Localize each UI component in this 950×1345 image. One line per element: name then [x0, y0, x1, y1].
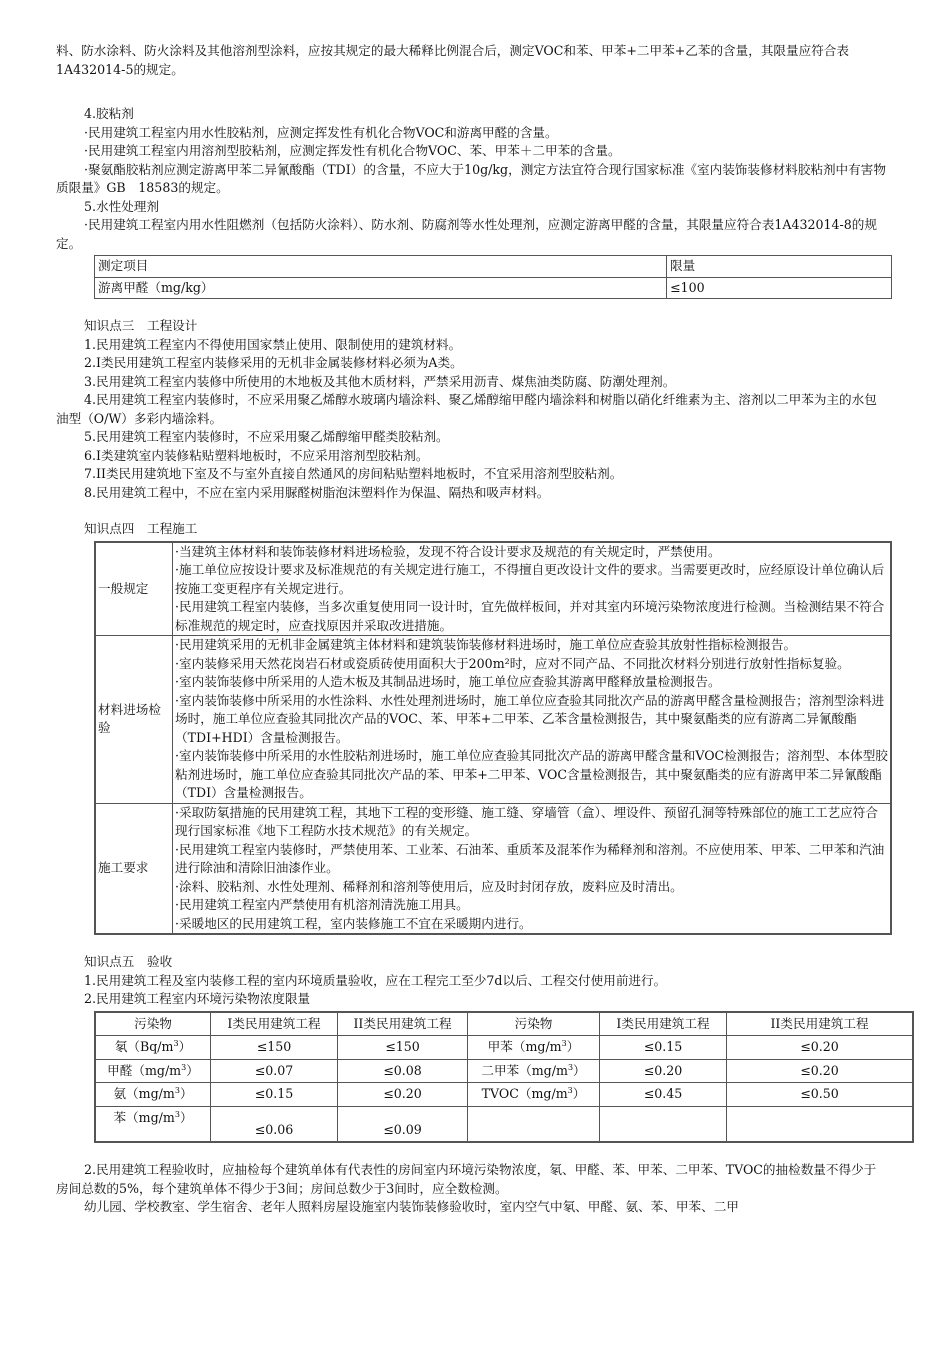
adhesive-item: ·聚氨酯胶粘剂应测定游离甲苯二异氰酸酯（TDI）的含量，不应大于10g/kg，测定方法宜符合现行国家标准《室内装饰装修材料胶粘剂中有害物质限量》GB 18583的规定。 — [56, 161, 886, 195]
table-cell: ≤0.20 — [727, 1059, 914, 1083]
table-row — [95, 1036, 913, 1060]
table-cell: ≤0.20 — [338, 1083, 468, 1107]
table-cell: ≤0.45 — [600, 1083, 727, 1107]
table-row — [95, 803, 891, 934]
table-cell: ≤0.20 — [727, 1036, 914, 1060]
table-row — [95, 1106, 913, 1142]
table-row — [95, 1059, 913, 1083]
row-label: 材料进场检验 — [95, 636, 173, 804]
row-label: 一般规定 — [95, 542, 173, 636]
adhesive-item: ·民用建筑工程室内用水性胶粘剂，应测定挥发性有机化合物VOC和游离甲醛的含量。 — [84, 124, 558, 140]
list-item: 1.民用建筑工程室内不得使用国家禁止使用、限制使用的建筑材料。 — [84, 336, 462, 352]
list-item: ·施工单位应按设计要求及标准规范的有关规定进行施工，不得擅自更改设计文件的要求。当需要更改时，应经原设计单位确认后按施工变更程序有关规定进行。 — [175, 562, 885, 596]
table-cell: 游离甲醛（mg/kg） — [95, 277, 667, 299]
list-item: ·民用建筑采用的无机非金属建筑主体材料和建筑装饰装修材料进场时，施工单位应查验其放射性指标检测报告。 — [175, 637, 797, 652]
list-item: ·采暖地区的民用建筑工程，室内装修施工不宜在采暖期内进行。 — [175, 915, 532, 931]
table-header-cell: 污染物 — [95, 1012, 211, 1036]
table-row — [95, 1083, 913, 1107]
pollutant-cell: 苯$(mg/m^3)$ — [95, 1106, 211, 1142]
list-item: ·采取防氡措施的民用建筑工程，其地下工程的变形缝、施工缝、穿墙管（盒）、埋设件、预留孔洞等特殊部位的施工工艺应符合现行国家标准《地下工程防水技术规范》的有关规定。 — [175, 804, 878, 838]
adhesive-heading: 4.胶粘剂 — [84, 106, 134, 121]
list-item: ·室内装饰装修中所采用的水性胶粘剂进场时，施工单位应查验其同批次产品的游离甲醛含量和VOC检测报告；溶剂型、本体型胶粘剂进场时，施工单位应查验其同批次产品的苯、甲苯+二甲苯、VOC含量检测报告，其中聚氨酯类的应有游离甲苯二异氰酸酯（TDI）含量检测报告。 — [175, 748, 888, 800]
table-cell — [173, 636, 892, 804]
table-header-cell: 限量 — [667, 256, 892, 278]
acceptance-paragraph: 幼儿园、学校教室、学生宿舍、老年人照料房屋设施室内装饰装修验收时，室内空气中氡、甲醛、氨、苯、甲苯、二甲 — [84, 1199, 739, 1214]
treatment-text: ·民用建筑工程室内用水性阻燃剂（包括防火涂料）、防水剂、防腐剂等水性处理剂，应测定游离甲醛的含量，其限量应符合表1A432014-8的规定。 — [56, 217, 877, 251]
table-header-cell: I类民用建筑工程 — [211, 1012, 338, 1036]
list-item: ·民用建筑工程室内严禁使用有机溶剂清洗施工用具。 — [175, 897, 469, 912]
table-header-cell: II类民用建筑工程 — [338, 1012, 468, 1036]
table-cell: ≤150 — [211, 1036, 338, 1060]
list-item: 3.民用建筑工程室内装修中所使用的木地板及其他木质材料，严禁采用沥青、煤焦油类防腐、防潮处理剂。 — [84, 373, 676, 389]
pollutant-cell: 二甲苯$(mg/m^3)$ — [468, 1059, 600, 1083]
table-row — [95, 636, 891, 804]
list-item: ·室内装饰装修中所采用的水性涂料、水性处理剂进场时，施工单位应查验其同批次产品的游离甲醛含量检测报告；溶剂型涂料进场时，施工单位应查验其同批次产品的VOC、苯、甲苯+二甲苯、乙苯含量检测报告，其中聚氨酯类的应有游离二异氰酸酯（TDI+HDI）含量检测报告。 — [175, 692, 885, 745]
list-item: 2.民用建筑工程室内环境污染物浓度限量 — [84, 991, 311, 1006]
list-item: ·当建筑主体材料和装饰装修材料进场检验，发现不符合设计要求及规范的有关规定时，严禁使用。 — [175, 543, 721, 559]
formaldehyde-limit-table — [94, 255, 892, 299]
table-header-cell: II类民用建筑工程 — [727, 1012, 914, 1036]
list-item: 7.II类民用建筑地下室及不与室外直接自然通风的房间粘贴塑料地板时，不宜采用溶剂型胶粘剂。 — [84, 466, 623, 481]
list-item: 6.I类建筑室内装修粘贴塑料地板时，不应采用溶剂型胶粘剂。 — [84, 447, 429, 463]
list-item: 5.民用建筑工程室内装修时，不应采用聚乙烯醇缩甲醛类胶粘剂。 — [84, 429, 449, 444]
table-cell: ≤150 — [338, 1036, 468, 1060]
adhesive-item: ·民用建筑工程室内用溶剂型胶粘剂，应测定挥发性有机化合物VOC、苯、甲苯＋二甲苯的含量。 — [84, 143, 621, 158]
table-cell: ≤0.07 — [211, 1059, 338, 1083]
list-item: ·室内装修采用天然花岗岩石材或瓷质砖使用面积大于200m²时，应对不同产品、不同批次材料分别进行放射性指标复验。 — [175, 655, 850, 671]
table-row — [95, 277, 892, 299]
row-label: 施工要求 — [95, 803, 173, 934]
list-item: 8.民用建筑工程中，不应在室内采用脲醛树脂泡沫塑料作为保温、隔热和吸声材料。 — [84, 484, 550, 500]
table-cell — [468, 1106, 600, 1142]
table-header-cell: I类民用建筑工程 — [600, 1012, 727, 1036]
table-header-cell: 污染物 — [468, 1012, 600, 1036]
table-cell — [173, 803, 892, 934]
acceptance-paragraph: 2.民用建筑工程验收时，应抽检每个建筑单体有代表性的房间室内环境污染物浓度，氡、甲醛、苯、甲苯、二甲苯、TVOC的抽检数量不得少于房间总数的5%，每个建筑单体不得少于3间；房间总数少于3间时，应全数检测。 — [56, 1162, 877, 1196]
treatment-heading: 5.水性处理剂 — [84, 198, 159, 214]
pollutant-cell: 氨$(mg/m^3)$ — [95, 1083, 211, 1107]
table-header-cell: 测定项目 — [95, 256, 667, 278]
table-cell: ≤100 — [667, 277, 892, 299]
list-item: 1.民用建筑工程及室内装修工程的室内环境质量验收，应在工程完工至少7d以后、工程交付使用前进行。 — [84, 972, 667, 988]
pollutant-cell: 甲醛$(mg/m^3)$ — [95, 1059, 211, 1083]
section-heading-k3: 知识点三 工程设计 — [84, 318, 198, 333]
table-cell: ≤0.15 — [600, 1036, 727, 1060]
table-header-row — [95, 256, 892, 278]
table-cell — [173, 542, 892, 636]
intro-paragraph: 料、防水涂料、防火涂料及其他溶剂型涂料，应按其规定的最大稀释比例混合后，测定VOC和苯、甲苯+二甲苯+乙苯的含量，其限量应符合表1A432014-5的规定。 — [56, 43, 849, 77]
construction-table — [94, 541, 892, 936]
list-item: ·涂料、胶粘剂、水性处理剂、稀释剂和溶剂等使用后，应及时封闭存放，废料应及时清出。 — [175, 878, 683, 894]
table-cell: ≤0.50 — [727, 1083, 914, 1107]
table-cell: ≤0.15 — [211, 1083, 338, 1107]
section-heading-k5: 知识点五 验收 — [84, 954, 173, 969]
table-header-row — [95, 1012, 913, 1036]
list-item: ·室内装饰装修中所采用的人造木板及其制品进场时，施工单位应查验其游离甲醛释放量检测报告。 — [175, 674, 721, 689]
table-cell: ≤0.20 — [600, 1059, 727, 1083]
pollutant-cell: $TVOC(mg/m^3)$ — [468, 1083, 600, 1107]
section-heading-k4: 知识点四 工程施工 — [84, 521, 198, 536]
table-cell: ≤0.06 — [211, 1106, 338, 1142]
table-row — [95, 542, 891, 636]
pollutant-cell: 氡$(Bq/m^3)$ — [95, 1036, 211, 1060]
list-item: ·民用建筑工程室内装修，当多次重复使用同一设计时，宜先做样板间，并对其室内环境污染物浓度进行检测。当检测结果不符合标准规范的规定时，应查找原因并采取改进措施。 — [175, 599, 885, 633]
pollutant-cell: 甲苯$(mg/m^3)$ — [468, 1036, 600, 1060]
table-cell: ≤0.08 — [338, 1059, 468, 1083]
table-cell — [600, 1106, 727, 1142]
list-item: 2.I类民用建筑工程室内装修采用的无机非金属装修材料必须为A类。 — [84, 355, 463, 370]
document-page — [56, 42, 886, 1217]
pollutant-limit-table — [94, 1011, 914, 1144]
table-cell: ≤0.09 — [338, 1106, 468, 1142]
table-cell — [727, 1106, 914, 1142]
list-item: 4.民用建筑工程室内装修时，不应采用聚乙烯醇水玻璃内墙涂料、聚乙烯醇缩甲醛内墙涂料和树脂以硝化纤维素为主、溶剂以二甲苯为主的水包油型（O/W）多彩内墙涂料。 — [56, 392, 877, 426]
list-item: ·民用建筑工程室内装修时，严禁使用苯、工业苯、石油苯、重质苯及混苯作为稀释剂和溶剂。不应使用苯、甲苯、二甲苯和汽油进行除油和清除旧油漆作业。 — [175, 841, 885, 875]
